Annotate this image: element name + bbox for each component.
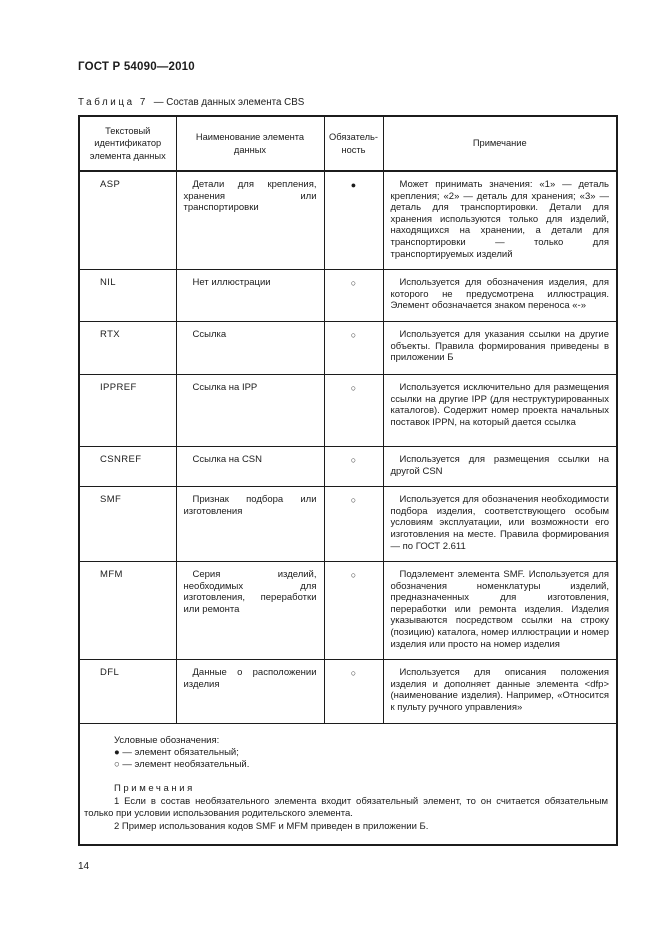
column-header-name: Наименование элемента данных xyxy=(176,116,324,171)
table-row xyxy=(79,374,617,446)
element-note: Может принимать значения: «1» — деталь крепления; «2» — деталь для хранения; «3» — деталь для транспортировки. Детали для хранения используются только для изделий, находящихся на хранении, а детали для транспортировки — только для транспортируемых изделий xyxy=(383,171,617,270)
optional-hollow-circle-icon: ○ xyxy=(324,374,383,446)
element-id: RTX xyxy=(79,321,176,374)
table-footnote-cell xyxy=(79,723,617,845)
element-note: Используется для обозначения изделия, для которого не предусмотрена иллюстрация. Элемент обозначается знаком переноса «-» xyxy=(383,270,617,322)
note-2: 2 Пример использования кодов SMF и MFM приведен в приложении Б. xyxy=(114,821,429,833)
legend-title: Условные обозначения: xyxy=(114,734,220,746)
table-row xyxy=(79,446,617,486)
element-name: Признак подбора или изготовления xyxy=(176,487,324,562)
element-id: CSNREF xyxy=(79,446,176,486)
legend-item-mandatory: ● — элемент обязательный; xyxy=(114,746,239,758)
optional-hollow-circle-icon: ○ xyxy=(324,660,383,723)
element-id: MFM xyxy=(79,562,176,660)
table-row xyxy=(79,562,617,660)
doc-header: ГОСТ Р 54090—2010 xyxy=(78,61,195,73)
element-name: Ссылка xyxy=(176,321,324,374)
cbs-data-table xyxy=(78,115,618,846)
table-row xyxy=(79,270,617,322)
element-note: Используется для обозначения необходимости подбора изделия, соответствующего особым условиям эксплуатации, или возможности его изготовления на месте. Правила формирования — по ГОСТ 2.611 xyxy=(383,487,617,562)
element-note: Используется для описания положения изделия и дополняет данные элемента <dfp> (наименование изделия). Например, «Относится к пульту ручного управления» xyxy=(383,660,617,723)
element-id: DFL xyxy=(79,660,176,723)
element-id: IPPREF xyxy=(79,374,176,446)
element-name: Ссылка на IPP xyxy=(176,374,324,446)
column-header-mandatory: Обязатель- ность xyxy=(324,116,383,171)
element-note: Используется для указания ссылки на другие объекты. Правила формирования приведены в приложении Б xyxy=(383,321,617,374)
legend-item-optional: ○ — элемент необязательный. xyxy=(114,759,250,771)
table-row xyxy=(79,321,617,374)
table-row xyxy=(79,660,617,723)
optional-hollow-circle-icon: ○ xyxy=(324,270,383,322)
element-note: Подэлемент элемента SMF. Используется для обозначения номенклатуры изделий, предназначенных для изготовления, переработки или ремонта изделия. Изделия указываются посредством ссылки на строку (позицию) каталога, номер иллюстрации и номер изделия или просто на номер изделия xyxy=(383,562,617,660)
table-caption-label: Таблица 7 xyxy=(78,97,148,108)
table-caption-text: — Состав данных элемента CBS xyxy=(153,97,305,108)
table-row xyxy=(79,171,617,270)
element-note: Используется для размещения ссылки на другой CSN xyxy=(383,446,617,486)
element-name: Нет иллюстрации xyxy=(176,270,324,322)
optional-hollow-circle-icon: ○ xyxy=(324,562,383,660)
element-name: Данные о расположении изделия xyxy=(176,660,324,723)
element-name: Ссылка на CSN xyxy=(176,446,324,486)
column-header-identifier: Текстовый идентификатор элемента данных xyxy=(79,116,176,171)
element-name: Серия изделий, необходимых для изготовления, переработки или ремонта xyxy=(176,562,324,660)
element-id: NIL xyxy=(79,270,176,322)
column-header-note: Примечание xyxy=(383,116,617,171)
note-1: 1 Если в состав необязательного элемента входит обязательный элемент, то он считается обязательным только при условии использования родительского элемента. xyxy=(84,795,608,820)
table-caption xyxy=(78,97,616,108)
element-id: ASP xyxy=(79,171,176,270)
optional-hollow-circle-icon: ○ xyxy=(324,446,383,486)
page-number: 14 xyxy=(78,860,90,872)
notes-title: Примечания xyxy=(114,782,195,794)
optional-hollow-circle-icon: ○ xyxy=(324,321,383,374)
optional-hollow-circle-icon: ○ xyxy=(324,487,383,562)
table-row xyxy=(79,487,617,562)
table-footnote-row xyxy=(79,723,617,845)
element-note: Используется исключительно для размещения ссылки на другие IPP (для неструктурированных каталогов). Содержит номер проекта начальных поставок IPPN, на который дается ссылка xyxy=(383,374,617,446)
element-name: Детали для крепления, хранения или транспортировки xyxy=(176,171,324,270)
element-id: SMF xyxy=(79,487,176,562)
mandatory-filled-circle-icon: ● xyxy=(324,171,383,270)
table-header-row xyxy=(79,116,617,171)
